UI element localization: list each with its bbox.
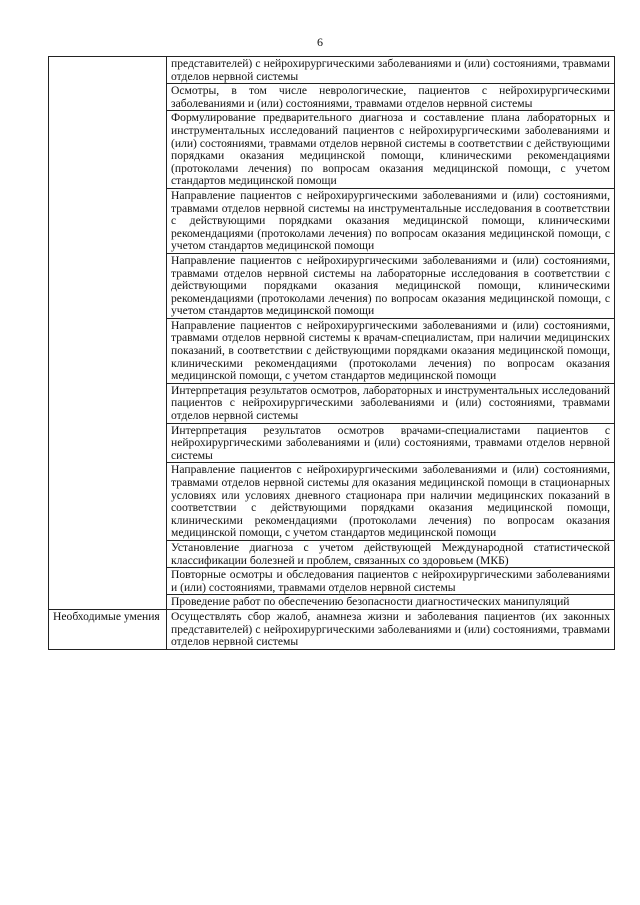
page-number: 6 [317,35,323,49]
section-item: Установление диагноза с учетом действующей Международной статистической классификации болезней и проблем, связанных со здоровьем (МКБ) [167,540,615,567]
section-item: Осмотры, в том числе неврологические, пациентов с нейрохирургическими заболеваниями и (или) состояниями, травмами отделов нервной системы [167,84,615,111]
section-label [49,57,167,610]
section-item: Проведение работ по обеспечению безопасности диагностических манипуляций [167,595,615,610]
table-row [49,609,615,649]
section-item: Направление пациентов с нейрохирургическими заболеваниями и (или) состояниями, травмами отделов нервной системы на лабораторные исследования в соответствии с действующими порядками оказания медицинской помощи, клиническими рекомендациями (протоколами лечения) по вопросам оказания медицинской помощи, с учетом стандартов медицинской помощи [167,253,615,318]
section-item: Формулирование предварительного диагноза и составление плана лабораторных и инструментальных исследований пациентов с нейрохирургическими заболеваниями и (или) состояниями, травмами отделов нервной системы в соответствии с действующими порядками оказания медицинской помощи, клиническими рекомендациями (протоколами лечения) по вопросам оказания медицинской помощи, с учетом стандартов медицинской помощи [167,111,615,189]
requirements-table-body [49,57,615,650]
section-item: Осуществлять сбор жалоб, анамнеза жизни и заболевания пациентов (их законных представителей) с нейрохирургическими заболеваниями и (или) состояниями, травмами отделов нервной системы [167,609,615,649]
section-label: Необходимые умения [49,609,167,649]
section-item: Направление пациентов с нейрохирургическими заболеваниями и (или) состояниями, травмами отделов нервной системы к врачам-специалистам, при наличии медицинских показаний, в соответствии с действующими порядками оказания медицинской помощи, клиническими рекомендациями (протоколами лечения) по вопросам оказания медицинской помощи, с учетом стандартов медицинской помощи [167,318,615,383]
section-item: Интерпретация результатов осмотров, лабораторных и инструментальных исследований пациентов с нейрохирургическими заболеваниями и (или) состояниями, травмами отделов нервной системы [167,383,615,423]
section-item: Направление пациентов с нейрохирургическими заболеваниями и (или) состояниями, травмами отделов нервной системы на инструментальные исследования в соответствии с действующими порядками оказания медицинской помощи, клиническими рекомендациями (протоколами лечения) по вопросам оказания медицинской помощи, с учетом стандартов медицинской помощи [167,188,615,253]
table-row [49,57,615,84]
section-item: Интерпретация результатов осмотров врачами-специалистами пациентов с нейрохирургическими заболеваниями и (или) состояниями, травмами отделов нервной системы [167,423,615,463]
section-item: Направление пациентов с нейрохирургическими заболеваниями и (или) состояниями, травмами отделов нервной системы для оказания медицинской помощи в стационарных условиях или условиях дневного стационара при наличии медицинских показаний в соответствии с действующими порядками оказания медицинской помощи, клиническими рекомендациями (протоколами лечения) по вопросам оказания медицинской помощи, с учетом стандартов медицинской помощи [167,463,615,541]
requirements-table [48,56,615,650]
section-item: Повторные осмотры и обследования пациентов с нейрохирургическими заболеваниями и (или) состояниями, травмами отделов нервной системы [167,568,615,595]
section-item: представителей) с нейрохирургическими заболеваниями и (или) состояниями, травмами отделов нервной системы [167,57,615,84]
